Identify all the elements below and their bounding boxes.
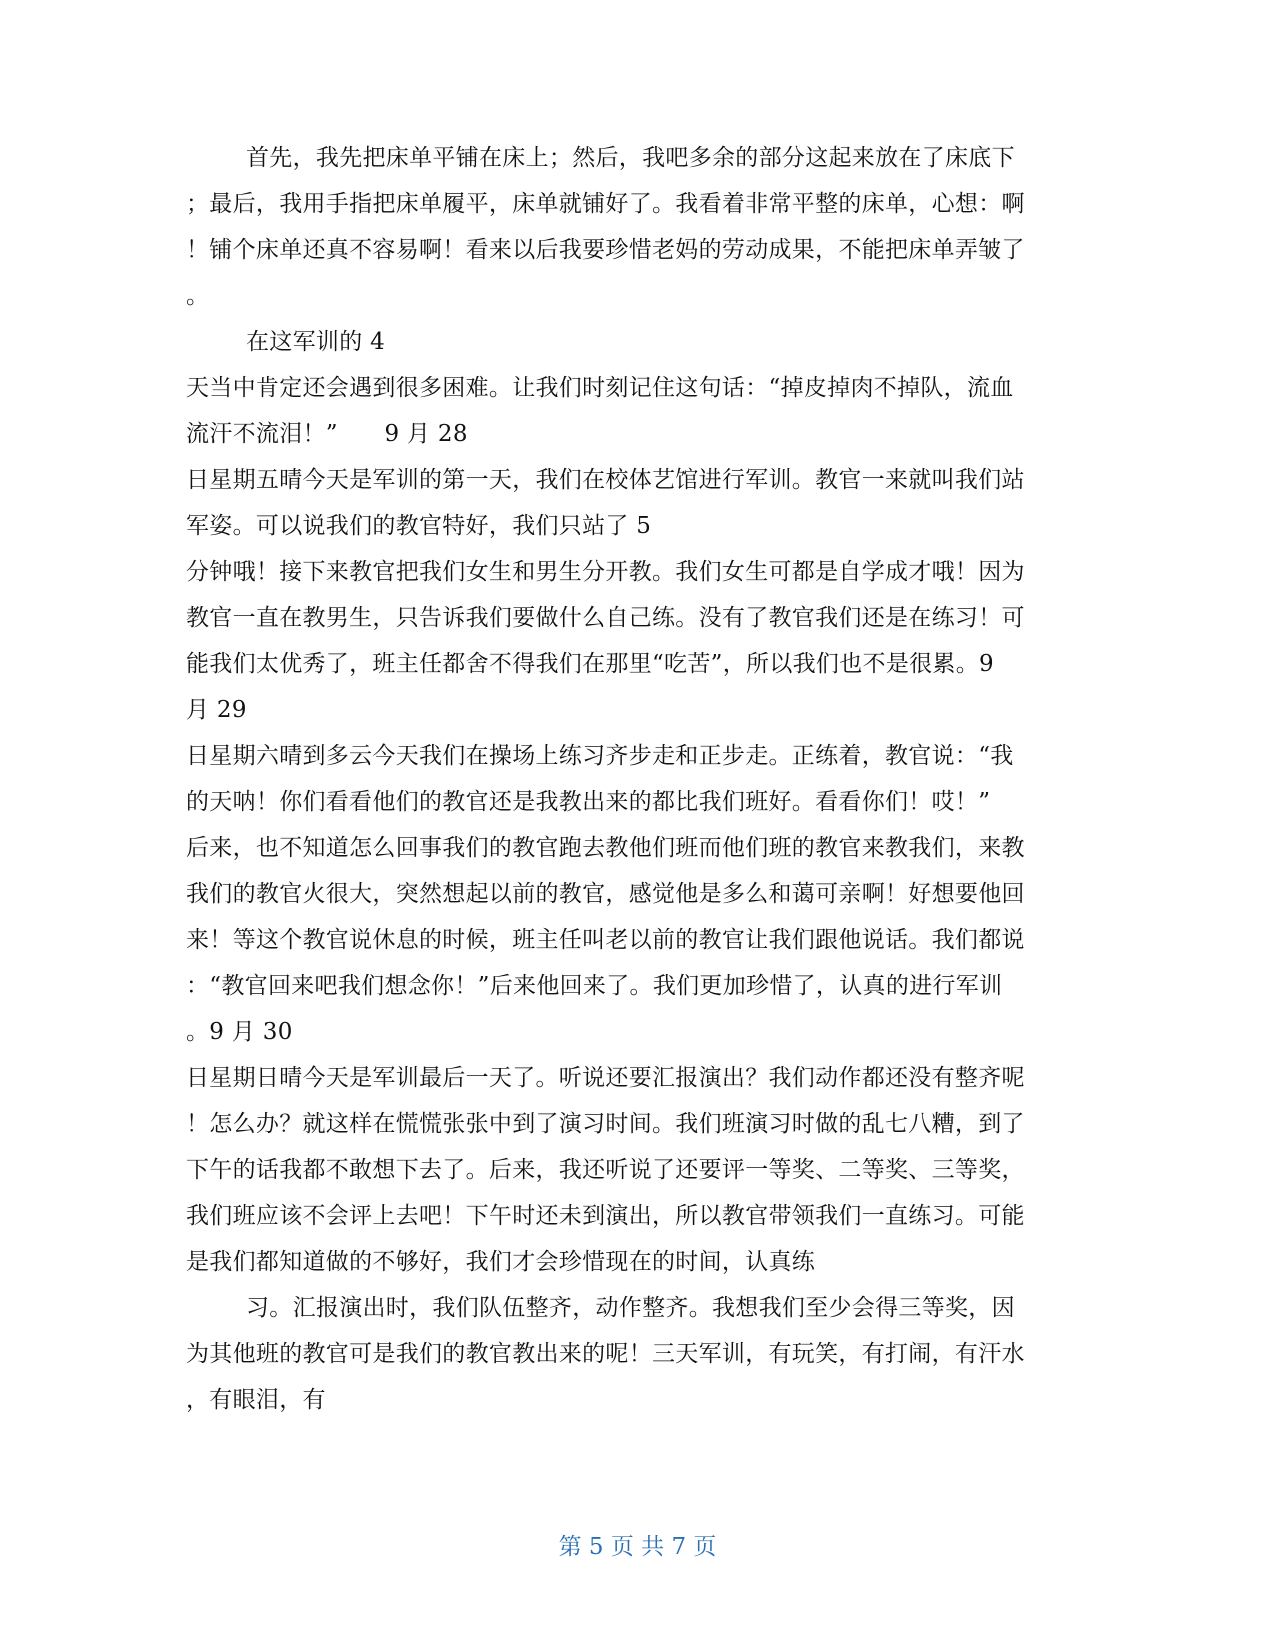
paragraph-line: 月 29	[186, 697, 247, 723]
paragraph-line: 军姿。可以说我们的教官特好，我们只站了 5	[186, 513, 652, 539]
paragraph-line: 我们班应该不会评上去吧！下午时还未到演出，所以教官带领我们一直练习。可能	[186, 1203, 1025, 1229]
paragraph-line: 教官一直在教男生，只告诉我们要做什么自己练。没有了教官我们还是在练习！可	[186, 605, 1025, 631]
paragraph-line: 日星期五晴今天是军训的第一天，我们在校体艺馆进行军训。教官一来就叫我们站	[186, 467, 1025, 493]
paragraph-line: 下午的话我都不敢想下去了。后来，我还听说了还要评一等奖、二等奖、三等奖，	[186, 1157, 1025, 1183]
paragraph-line: 为其他班的教官可是我们的教官教出来的呢！三天军训，有玩笑，有打闹，有汗水	[186, 1341, 1025, 1367]
paragraph-line: 是我们都知道做的不够好，我们才会珍惜现在的时间，认真练	[186, 1249, 816, 1275]
paragraph-line: ！怎么办？就这样在慌慌张张中到了演习时间。我们班演习时做的乱七八糟，到了	[186, 1111, 1025, 1137]
paragraph-line: 在这军训的 4	[246, 329, 386, 355]
paragraph-line: 来！等这个教官说休息的时候，班主任叫老以前的教官让我们跟他说话。我们都说	[186, 927, 1025, 953]
paragraph-line: 的天呐！你们看看他们的教官还是我教出来的都比我们班好。看看你们！哎！”	[186, 789, 991, 815]
paragraph-line: 习。汇报演出时，我们队伍整齐，动作整齐。我想我们至少会得三等奖，因	[246, 1295, 1015, 1321]
paragraph-line: 分钟哦！接下来教官把我们女生和男生分开教。我们女生可都是自学成才哦！因为	[186, 559, 1025, 585]
paragraph-line: 日星期日晴今天是军训最后一天了。听说还要汇报演出？我们动作都还没有整齐呢	[186, 1065, 1025, 1091]
paragraph-line: 天当中肯定还会遇到很多困难。让我们时刻记住这句话：“掉皮掉肉不掉队，流血	[186, 375, 1014, 401]
paragraph-line: 首先，我先把床单平铺在床上；然后，我吧多余的部分这起来放在了床底下	[246, 145, 1015, 171]
paragraph-line: 后来，也不知道怎么回事我们的教官跑去教他们班而他们班的教官来教我们，来教	[186, 835, 1025, 861]
paragraph-line: ：“教官回来吧我们想念你！”后来他回来了。我们更加珍惜了，认真的进行军训	[186, 973, 1003, 999]
paragraph-line: ！铺个床单还真不容易啊！看来以后我要珍惜老妈的劳动成果，不能把床单弄皱了	[186, 237, 1025, 263]
paragraph-line: ；最后，我用手指把床单履平，床单就铺好了。我看着非常平整的床单，心想：啊	[186, 191, 1025, 217]
paragraph-line: 。	[186, 283, 210, 309]
page-number-footer: 第 5 页 共 7 页	[558, 1534, 717, 1560]
paragraph-line: ，有眼泪，有	[186, 1387, 326, 1413]
paragraph-line: 能我们太优秀了，班主任都舍不得我们在那里“吃苦”，所以我们也不是很累。9	[186, 651, 994, 677]
paragraph-line: 日星期六晴到多云今天我们在操场上练习齐步走和正步走。正练着，教官说：“我	[186, 743, 1014, 769]
paragraph-line: 。9 月 30	[186, 1019, 293, 1045]
paragraph-line: 我们的教官火很大，突然想起以前的教官，感觉他是多么和蔼可亲啊！好想要他回	[186, 881, 1025, 907]
paragraph-line: 流汗不流泪！” 9 月 28	[186, 421, 468, 447]
